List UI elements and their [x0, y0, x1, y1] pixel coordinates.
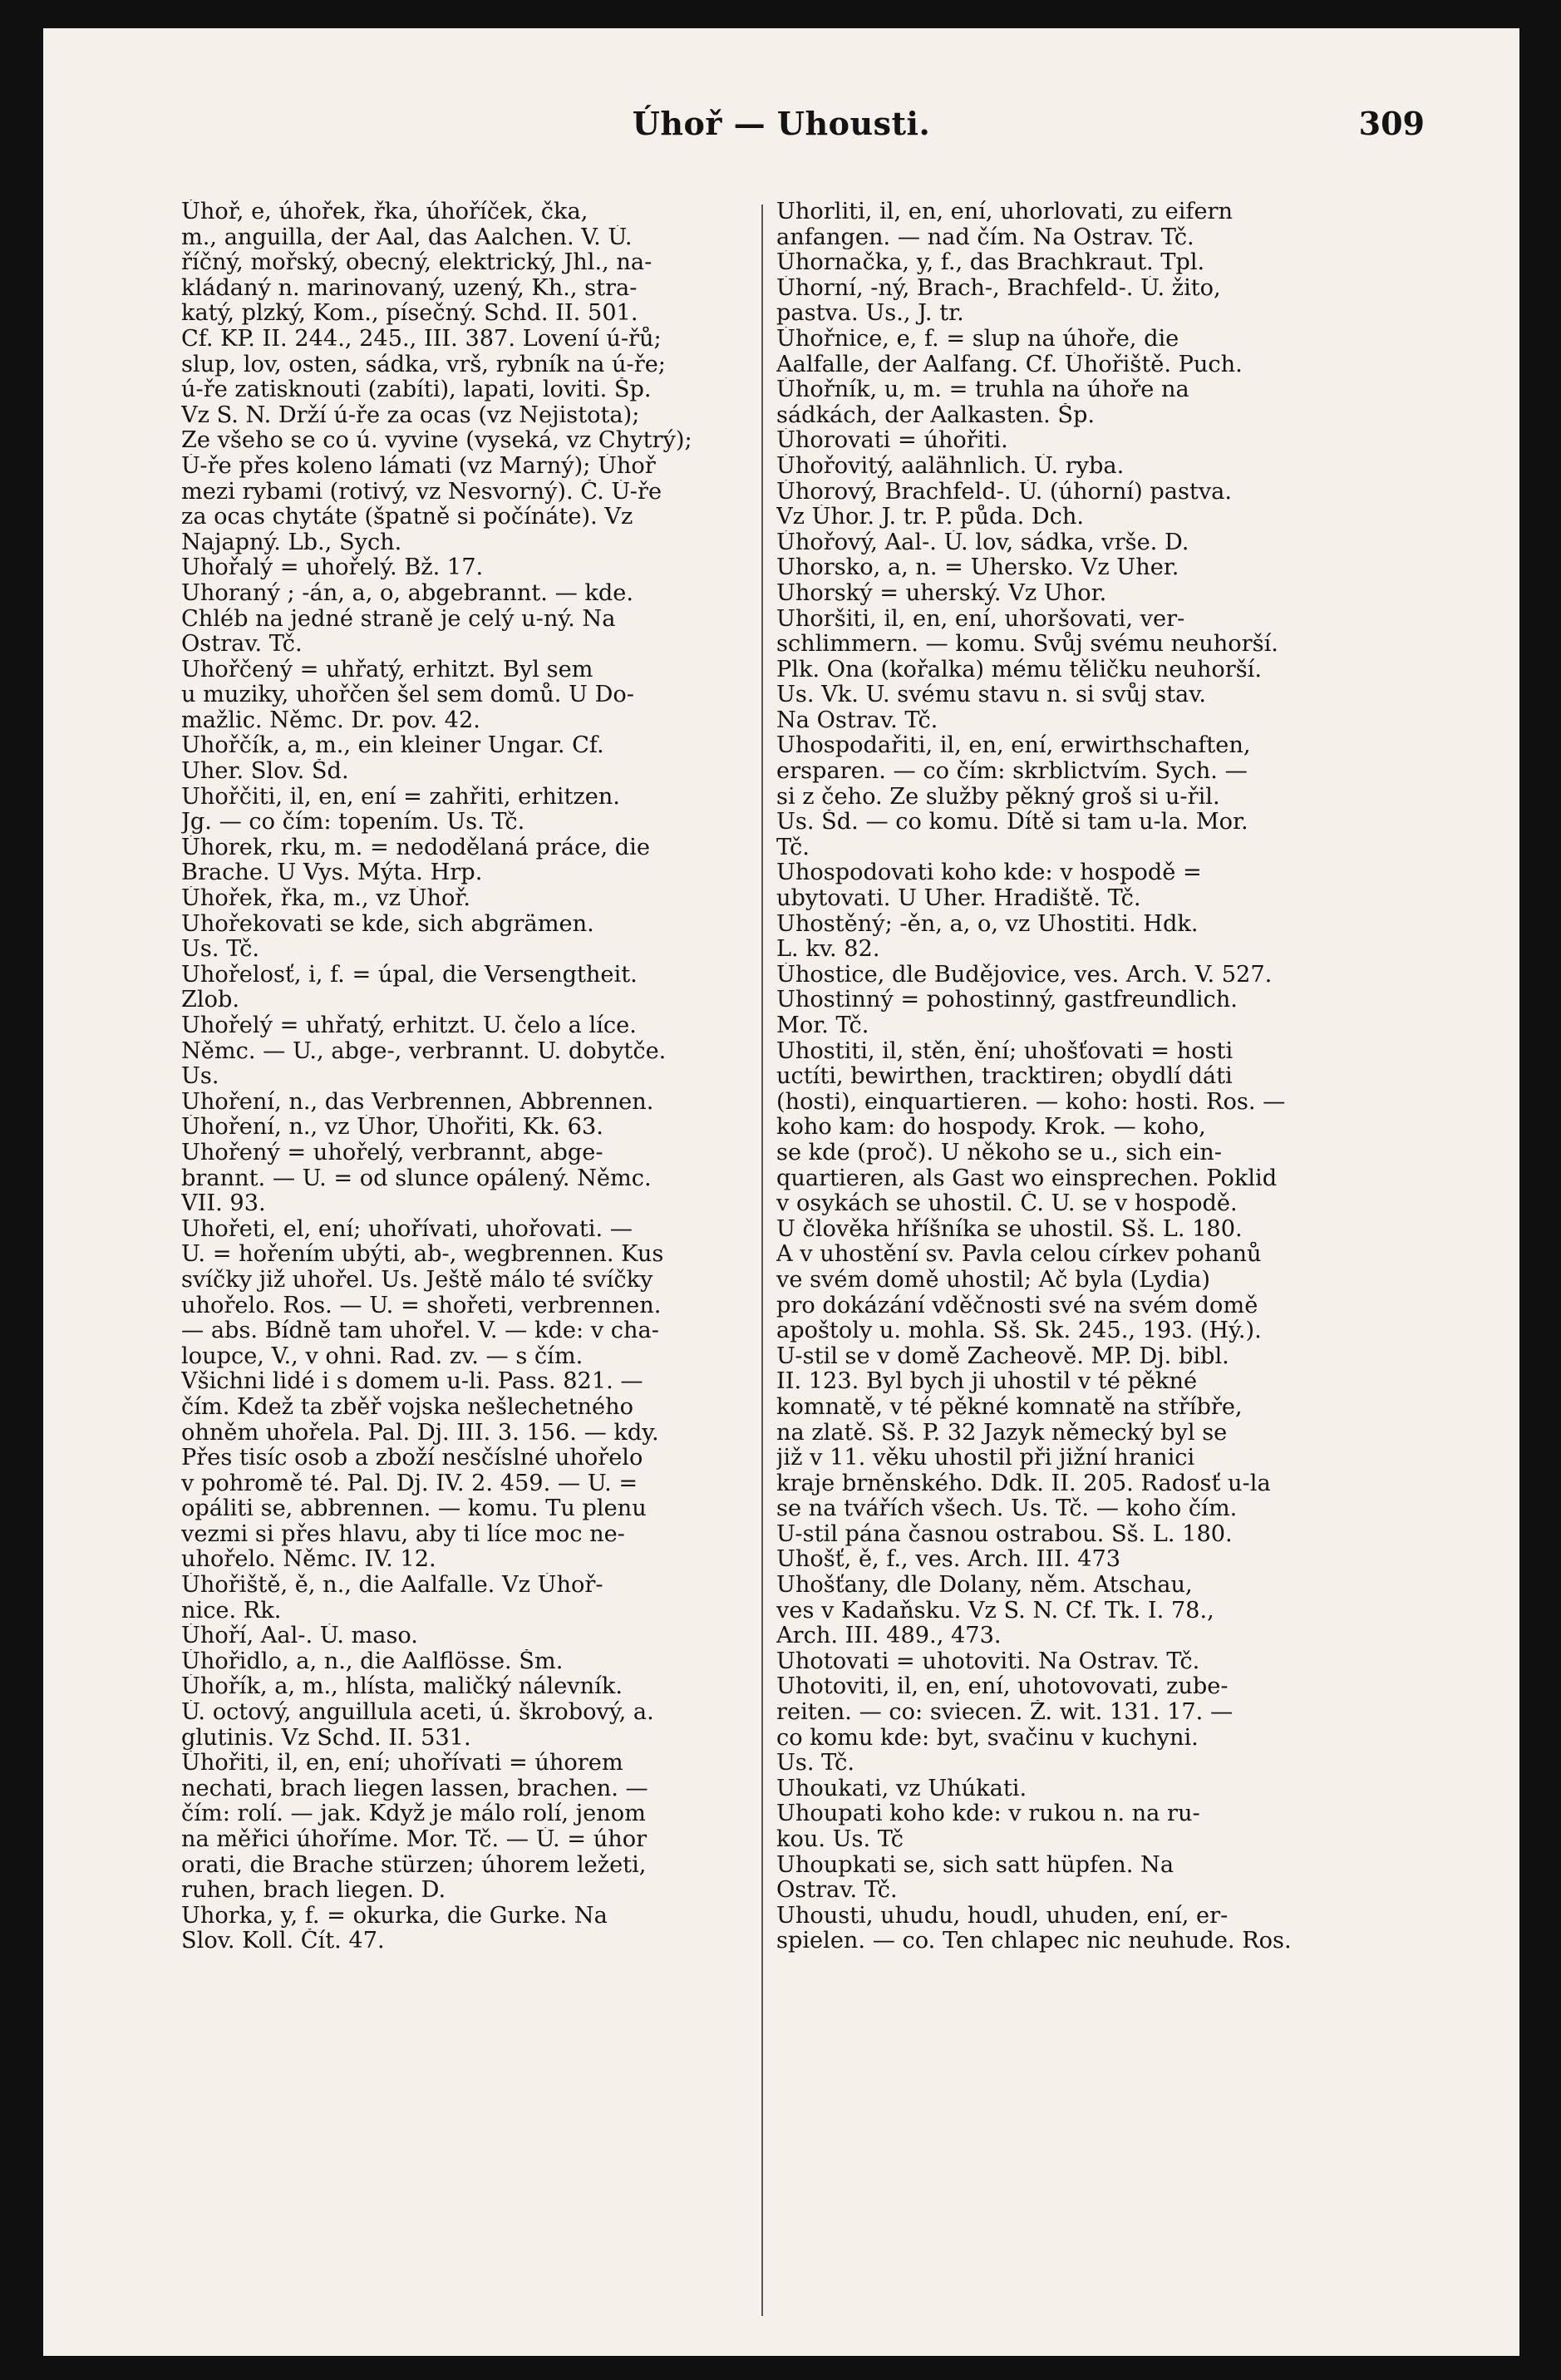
entry-line: Úhořiště, ě, n., die Aalfalle. Vz Úhoř- [181, 1573, 603, 1599]
entry-line: Na Ostrav. Tč. [776, 707, 938, 733]
entry-line: Tč. [776, 835, 810, 860]
entry-line: ú-ře zatisknouti (zabíti), lapati, loviti. Šp. [181, 377, 652, 403]
entry-line: Plk. Ona (kořalka) mému těličku neuhorší. [776, 657, 1263, 682]
entry-line: Uhořčiti, il, en, ení = zahřiti, erhitzen. [181, 784, 620, 810]
entry-line: Uhostěný; -ěn, a, o, vz Uhostiti. Hdk. [776, 911, 1199, 937]
entry-line: Uher. Slov. Šd. [181, 759, 349, 785]
entry-line: uhořelo. Ros. — U. = shořeti, verbrennen. [181, 1293, 662, 1318]
entry-line: Us. Vk. U. svému stavu n. si svůj stav. [776, 682, 1207, 708]
entry-line: Ú-ře přes koleno lámati (vz Marný); Úhoř [181, 453, 656, 479]
entry-line: U. = hořením ubýti, ab-, wegbrennen. Kus [181, 1242, 664, 1268]
entry-line: ves v Kadaňsku. Vz S. N. Cf. Tk. I. 78., [776, 1598, 1214, 1624]
entry-line: Cf. KP. II. 244., 245., III. 387. Lovení ú-řů; [181, 326, 662, 352]
entry-line: Uhospodařiti, il, en, ení, erwirthschaften, [776, 733, 1251, 759]
entry-line: svíčky již uhořel. Us. Ještě málo té svíčky [181, 1267, 653, 1293]
entry-line: čím: rolí. — jak. Když je málo rolí, jenom [181, 1801, 646, 1827]
entry-line: Úhorek, rku, m. = nedodělaná práce, die [181, 835, 650, 860]
entry-line: katý, plzký, Kom., písečný. Schd. II. 501. [181, 301, 638, 327]
entry-line: Us. Šd. — co komu. Dítě si tam u-la. Mor. [776, 810, 1248, 835]
entry-line: již v 11. věku uhostil při jižní hranici [776, 1446, 1195, 1471]
entry-line: (hosti), einquartieren. — koho: hosti. Ros. — [776, 1089, 1286, 1115]
entry-line: VII. 93. [181, 1191, 266, 1217]
entry-line: Us. [181, 1064, 219, 1090]
entry-line: Vz Úhor. J. tr. P. půda. Dch. [776, 505, 1085, 530]
entry-line: Přes tisíc osob a zboží nesčíslné uhořelo [181, 1446, 643, 1471]
page-header [43, 105, 1519, 180]
entry-line: se na tvářích všech. Us. Tč. — koho čím. [776, 1496, 1238, 1522]
entry-line: A v uhostění sv. Pavla celou církev pohanů [776, 1242, 1262, 1268]
entry-line: pro dokázání vděčnosti své na svém domě [776, 1293, 1258, 1318]
entry-line: mezi rybami (rotivý, vz Nesvorný). Č. Ú-ře [181, 479, 662, 505]
entry-line: opáliti se, abbrennen. — komu. Tu plenu [181, 1496, 647, 1522]
entry-line: Úhoří, Aal-. Ú. maso. [181, 1624, 418, 1649]
left-column [181, 200, 751, 1954]
entry-line: za ocas chytáte (špatně si počínáte). Vz [181, 505, 633, 530]
entry-line: Úhořiti, il, en, ení; uhořívati = úhorem [181, 1751, 623, 1776]
entry-line: Ú. octový, anguillula aceti, ú. škrobový, a. [181, 1700, 654, 1726]
entry-line: Uhořený = uhořelý, verbrannt, abge- [181, 1140, 603, 1165]
entry-line: Mor. Tč. [776, 1013, 869, 1038]
entry-line: quartieren, als Gast wo einsprechen. Poklid [776, 1165, 1278, 1191]
entry-line: Uhořelý = uhřatý, erhitzt. U. čelo a líce. [181, 1013, 637, 1038]
entry-line: koho kam: do hospody. Krok. — koho, [776, 1115, 1206, 1141]
entry-line: Úhoření, n., vz Úhor, Úhořiti, Kk. 63. [181, 1115, 603, 1141]
entry-line: Uhoukati, vz Uhúkati. [776, 1776, 1027, 1801]
entry-line: ubytovati. U Uher. Hradiště. Tč. [776, 886, 1141, 912]
entry-line: Uhotovati = uhotoviti. Na Ostrav. Tč. [776, 1648, 1200, 1674]
entry-line: Uhorliti, il, en, ení, uhorlovati, zu eifern [776, 200, 1234, 224]
entry-line: spielen. — co. Ten chlapec nic neuhude. Ros. [776, 1929, 1292, 1954]
entry-line: Slov. Koll. Čít. 47. [181, 1929, 385, 1954]
entry-line: Brache. U Vys. Mýta. Hrp. [181, 860, 483, 886]
entry-line: Uhospodovati koho kde: v hospodě = [776, 860, 1202, 886]
entry-line: Uhostinný = pohostinný, gastfreundlich. [776, 988, 1238, 1013]
entry-line: orati, die Brache stürzen; úhorem ležeti, [181, 1852, 647, 1878]
entry-line: — abs. Bídně tam uhořel. V. — kde: v cha- [181, 1318, 659, 1344]
entry-line: Uhořeti, el, ení; uhořívati, uhořovati. — [181, 1216, 633, 1242]
entry-line: Úhornačka, y, f., das Brachkraut. Tpl. [776, 250, 1205, 276]
column-divider [761, 204, 763, 2316]
entry-line: říčný, mořský, obecný, elektrický, Jhl., na- [181, 250, 652, 276]
entry-line: Vz S. N. Drží ú-ře za ocas (vz Nejistota); [181, 402, 640, 428]
running-head: Úhoř — Uhousti. [632, 105, 931, 142]
entry-line: Úhořník, u, m. = truhla na úhoře na [776, 377, 1189, 403]
entry-line: v osykách se uhostil. Č. U. se v hospodě. [776, 1191, 1238, 1217]
entry-line: si z čeho. Ze služby pěkný groš si u-řil. [776, 784, 1220, 810]
entry-line: Aalfalle, der Aalfang. Cf. Úhořiště. Puch. [776, 352, 1243, 377]
entry-line: Najapný. Lb., Sych. [181, 530, 402, 555]
entry-line: Ze všeho se co ú. vyvine (vyseká, vz Chytrý); [181, 428, 692, 454]
entry-line: Us. Tč. [181, 937, 260, 963]
entry-line: Uhořčený = uhřatý, erhitzt. Byl sem [181, 657, 593, 682]
entry-line: Uhošť, ě, f., ves. Arch. III. 473 [776, 1547, 1121, 1573]
entry-line: komnatě, v té pěkné komnatě na stříbře, [776, 1394, 1243, 1420]
right-column [776, 200, 1347, 1954]
entry-line: Uhoraný ; -án, a, o, abgebrannt. — kde. [181, 580, 634, 606]
entry-line: U-stil pána časnou ostrabou. Sš. L. 180. [776, 1521, 1233, 1547]
entry-line: u muziky, uhořčen šel sem domů. U Do- [181, 682, 634, 708]
entry-line: Ostrav. Tč. [181, 632, 303, 658]
entry-line: Úhořovitý, aalähnlich. Ú. ryba. [776, 453, 1125, 479]
entry-line: ruhen, brach liegen. D. [181, 1878, 446, 1904]
entry-line: reiten. — co: sviecen. Ž. wit. 131. 17. — [776, 1700, 1234, 1726]
entry-line: Uhořelosť, i, f. = úpal, die Versengtheit. [181, 962, 638, 988]
entry-line: pastva. Us., J. tr. [776, 301, 964, 327]
entry-line: Uhořekovati se kde, sich abgrämen. [181, 911, 594, 937]
entry-line: Úhořík, a, m., hlísta, maličký nálevník. [181, 1674, 623, 1700]
entry-line: Zlob. [181, 988, 239, 1013]
entry-line: loupce, V., v ohni. Rad. zv. — s čím. [181, 1343, 584, 1369]
entry-line: Uhorka, y, f. = okurka, die Gurke. Na [181, 1903, 608, 1929]
entry-line: anfangen. — nad čím. Na Ostrav. Tč. [776, 224, 1194, 250]
dictionary-page [43, 28, 1519, 2356]
entry-line: Úhořek, řka, m., vz Úhoř. [181, 886, 471, 912]
entry-line: nechati, brach liegen lassen, brachen. — [181, 1776, 648, 1801]
entry-line: uctíti, bewirthen, tracktiren; obydlí dáti [776, 1064, 1233, 1090]
entry-line: ve svém domě uhostil; Ač byla (Lydia) [776, 1267, 1210, 1293]
entry-line: brannt. — U. = od slunce opálený. Němc. [181, 1165, 652, 1191]
entry-line: Uhotoviti, il, en, ení, uhotovovati, zube- [776, 1674, 1229, 1700]
entry-line: kou. Us. Tč [776, 1827, 904, 1852]
entry-line: II. 123. Byl bych ji uhostil v té pěkné [776, 1369, 1198, 1395]
entry-line: Chléb na jedné straně je celý u-ný. Na [181, 606, 616, 632]
entry-line: slup, lov, osten, sádka, vrš, rybník na ú-ře; [181, 352, 666, 377]
entry-line: Úhorovati = úhořiti. [776, 428, 1008, 454]
entry-line: Us. Tč. [776, 1751, 855, 1776]
entry-line: Úhoř, e, úhořek, řka, úhoříček, čka, [181, 200, 588, 224]
entry-line: mažlic. Němc. Dr. pov. 42. [181, 707, 480, 733]
entry-line: Uhoupkati se, sich satt hüpfen. Na [776, 1852, 1174, 1878]
entry-line: U-stil se v domě Zacheově. MP. Dj. bibl. [776, 1343, 1229, 1369]
entry-line: sádkách, der Aalkasten. Šp. [776, 402, 1096, 428]
entry-line: Úhorový, Brachfeld-. Ú. (úhorní) pastva. [776, 479, 1233, 505]
entry-line: apoštoly u. mohla. Sš. Sk. 245., 193. (Hý.). [776, 1318, 1262, 1344]
entry-line: Úhorní, -ný, Brach-, Brachfeld-. Ú. žito, [776, 275, 1221, 301]
entry-line: Arch. III. 489., 473. [776, 1624, 1002, 1649]
entry-line: Úhořnice, e, f. = slup na úhoře, die [776, 326, 1179, 352]
entry-line: uhořelo. Němc. IV. 12. [181, 1547, 436, 1573]
entry-line: vezmi si přes hlavu, aby ti líce moc ne- [181, 1521, 625, 1547]
entry-line: na měřici úhoříme. Mor. Tč. — Ú. = úhor [181, 1827, 648, 1852]
entry-line: Uhořalý = uhořelý. Bž. 17. [181, 555, 484, 581]
entry-line: Úhořidlo, a, n., die Aalflösse. Šm. [181, 1648, 564, 1674]
entry-line: na zlatě. Sš. P. 32 Jazyk německý byl se [776, 1420, 1228, 1446]
entry-line: L. kv. 82. [776, 937, 880, 963]
entry-line: nice. Rk. [181, 1598, 282, 1624]
entry-line: Jg. — co čím: topením. Us. Tč. [181, 810, 525, 835]
entry-line: Uhoršiti, il, en, ení, uhoršovati, ver- [776, 606, 1185, 632]
entry-line: Uhoupati koho kde: v rukou n. na ru- [776, 1801, 1200, 1827]
entry-line: U člověka hříšníka se uhostil. Sš. L. 180. [776, 1216, 1243, 1242]
page-number: 309 [1358, 105, 1425, 142]
entry-line: ersparen. — co čím: skrblictvím. Sych. — [776, 759, 1248, 785]
entry-line: Uhošťany, dle Dolany, něm. Atschau, [776, 1573, 1193, 1599]
entry-line: kraje brněnského. Ddk. II. 205. Radosť u-la [776, 1471, 1271, 1496]
entry-line: ohněm uhořela. Pal. Dj. III. 3. 156. — kdy. [181, 1420, 659, 1446]
entry-line: kládaný n. marinovaný, uzený, Kh., stra- [181, 275, 638, 301]
entry-line: Uhorský = uherský. Vz Uhor. [776, 580, 1107, 606]
entry-line: co komu kde: byt, svačinu v kuchyni. [776, 1725, 1199, 1751]
entry-line: se kde (proč). U někoho se u., sich ein- [776, 1140, 1222, 1165]
entry-line: Uhorsko, a, n. = Uhersko. Vz Uher. [776, 555, 1179, 581]
entry-line: Uhostiti, il, stěn, ění; uhošťovati = hosti [776, 1038, 1234, 1064]
entry-line: Úhostice, dle Budějovice, ves. Arch. V. 527. [776, 962, 1273, 988]
entry-line: glutinis. Vz Schd. II. 531. [181, 1725, 471, 1751]
entry-line: Uhousti, uhudu, houdl, uhuden, ení, er- [776, 1903, 1229, 1929]
entry-line: Všichni lidé i s domem u-li. Pass. 821. — [181, 1369, 643, 1395]
entry-line: Němc. — U., abge-, verbrannt. U. dobytče. [181, 1038, 667, 1064]
entry-line: m., anguilla, der Aal, das Aalchen. V. Ú. [181, 224, 633, 250]
entry-line: v pohromě té. Pal. Dj. IV. 2. 459. — U. = [181, 1471, 638, 1496]
entry-line: Úhořový, Aal-. Ú. lov, sádka, vrše. D. [776, 530, 1189, 555]
entry-line: Uhořčík, a, m., ein kleiner Ungar. Cf. [181, 733, 604, 759]
entry-line: Ostrav. Tč. [776, 1878, 898, 1904]
entry-line: Uhoření, n., das Verbrennen, Abbrennen. [181, 1089, 654, 1115]
entry-line: schlimmern. — komu. Svůj svému neuhorší. [776, 632, 1278, 658]
entry-line: čím. Kdež ta zběř vojska nešlechetného [181, 1394, 633, 1420]
